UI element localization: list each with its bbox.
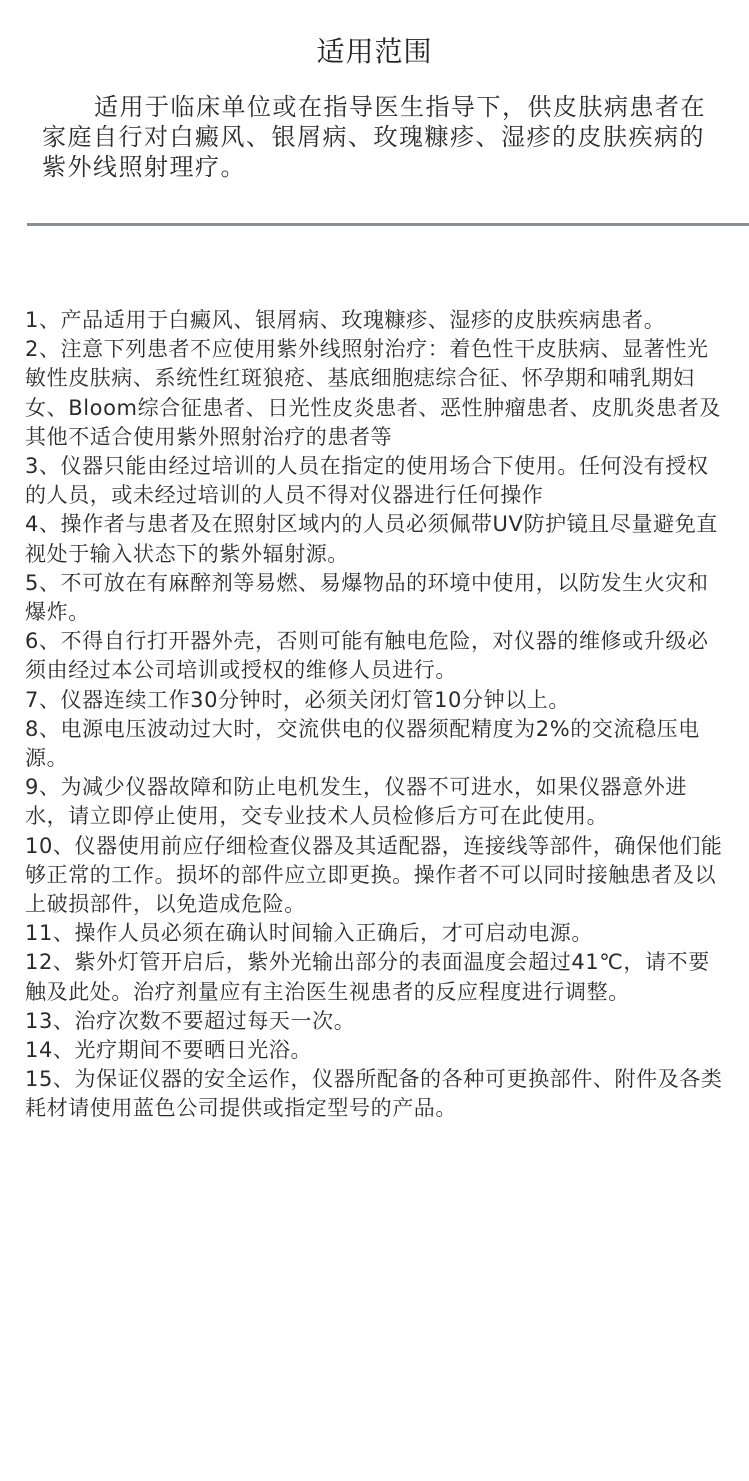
precaution-item: 9、为减少仪器故障和防止电机发生，仪器不可进水，如果仪器意外进水，请立即停止使用，交专业技术人员检修后方可在此使用。 — [25, 775, 687, 829]
precaution-item: 3、仪器只能由经过培训的人员在指定的使用场合下使用。任何没有授权的人员，或未经过培训的人员不得对仪器进行任何操作 — [25, 454, 709, 508]
precaution-item: 1、产品适用于白癜风、银屑病、玫瑰糠疹、湿疹的皮肤疾病患者。 — [25, 308, 666, 332]
precaution-item: 13、治疗次数不要超过每天一次。 — [25, 1008, 356, 1033]
precaution-item: 2、注意下列患者不应使用紫外线照射治疗：着色性干皮肤病、显著性光敏性皮肤病、系统性红斑狼疮、基底细胞痣综合征、怀孕期和哺乳期妇女、Bloom综合征患者、日光性皮炎患者、恶性肿瘤患者、皮肌炎患者及其他不适合使用紫外照射治疗的患者等 — [25, 337, 721, 449]
precaution-item: 11、操作人员必须在确认时间输入正确后，才可启动电源。 — [25, 921, 593, 946]
precaution-item: 6、不得自行打开器外壳，否则可能有触电危险，对仪器的维修或升级必须由经过本公司培训或授权的维修人员进行。 — [25, 629, 709, 683]
precaution-item: 4、操作者与患者及在照射区域内的人员必须佩带UV防护镜且尽量避免直视处于输入状态下的紫外辐射源。 — [25, 512, 718, 566]
page-title: 适用范围 — [316, 35, 433, 68]
precaution-item: 10、仪器使用前应仔细检查仪器及其适配器，连接线等部件，确保他们能够正常的工作。损坏的部件应立即更换。操作者不可以同时接触患者及以上破损部件，以免造成危险。 — [25, 833, 723, 917]
precaution-item: 12、紫外灯管开启后，紫外光输出部分的表面温度会超过41℃，请不要触及此处。治疗剂量应有主治医生视患者的反应程度进行调整。 — [25, 950, 710, 1004]
precaution-item: 8、电源电压波动过大时，交流供电的仪器须配精度为2%的交流稳压电源。 — [25, 716, 700, 771]
precaution-item: 15、为保证仪器的安全运作，仪器所配备的各种可更换部件、附件及各类耗材请使用蓝色公司提供或指定型号的产品。 — [25, 1067, 723, 1121]
scope-intro: 适用于临床单位或在指导医生指导下，供皮肤病患者在家庭自行对白癜风、银屑病、玫瑰糠疹、湿疹的皮肤疾病的紫外线照射理疗。 — [42, 93, 706, 181]
precaution-item: 5、不可放在有麻醉剂等易燃、易爆物品的环境中使用，以防发生火灾和爆炸。 — [25, 570, 709, 625]
precautions-list — [25, 306, 725, 1124]
precaution-item: 14、光疗期间不要晒日光浴。 — [25, 1038, 313, 1063]
section-divider — [27, 223, 749, 226]
precaution-item: 7、仪器连续工作30分钟时，必须关闭灯管10分钟以上。 — [25, 687, 571, 712]
